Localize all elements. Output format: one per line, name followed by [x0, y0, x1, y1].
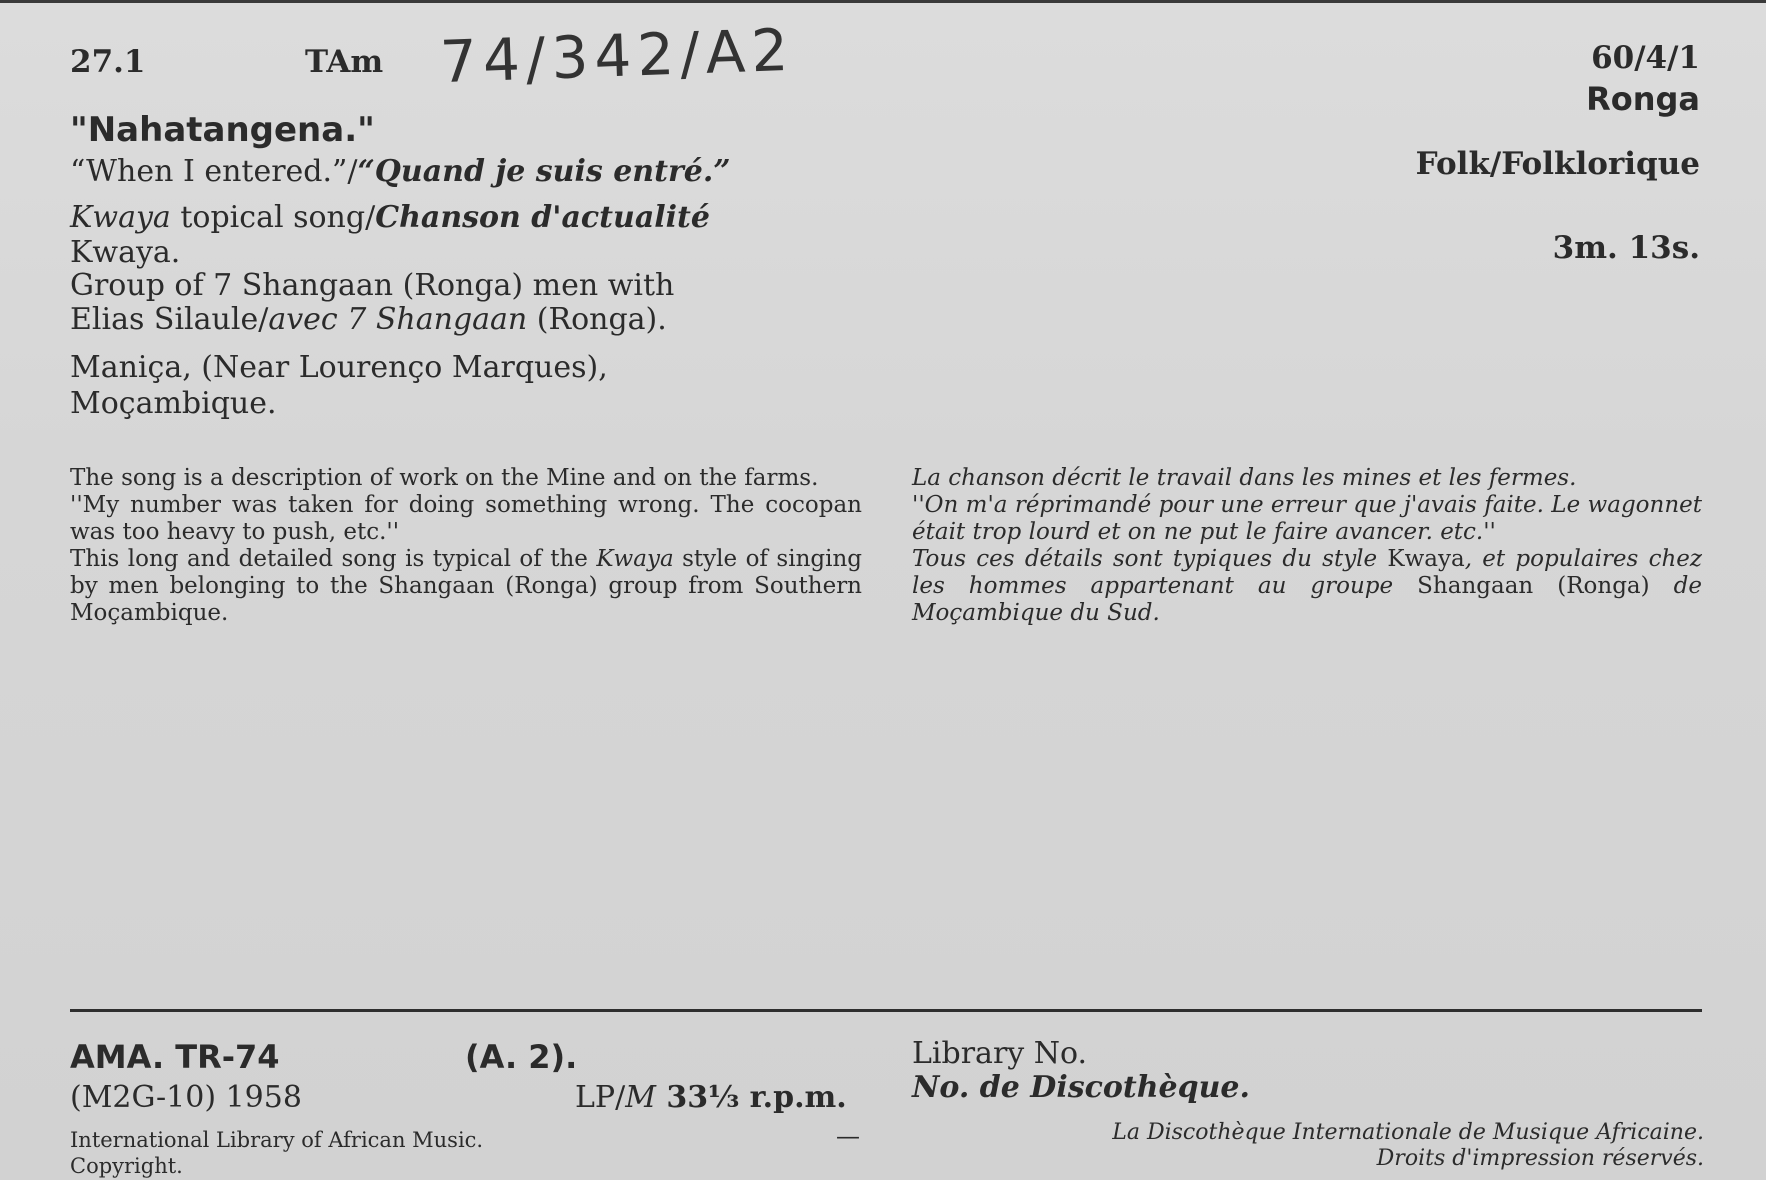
matrix-year: (M2G-10) 1958 [70, 1080, 302, 1115]
catalog-number: 60/4/1 [1591, 40, 1700, 76]
top-border [0, 0, 1766, 3]
performers-line2: Elias Silaule/avec 7 Shangaan (Ronga). [70, 302, 667, 337]
song-title: "Nahatangena." [70, 110, 375, 150]
description-en-p3: This long and detailed song is typical of the Kwaya style of singing by men belonging to the Shangaan (Ronga) group from Southern Moçambique. [70, 546, 862, 626]
song-type-line2: Kwaya. [70, 235, 181, 270]
handwritten-reference: 74/342/A2 [438, 15, 796, 97]
location-line1: Maniça, (Near Lourenço Marques), [70, 350, 608, 385]
footer-rule [70, 1009, 1702, 1012]
album-side: (A. 2). [465, 1038, 578, 1076]
library-number-fr: No. de Discothèque. [912, 1070, 1250, 1105]
language-label: Ronga [1586, 80, 1700, 118]
tam-code: TAm [305, 44, 384, 80]
category-label: Folk/Folklorique [1415, 146, 1700, 182]
song-translation: “When I entered.”/“Quand je suis entré.” [70, 154, 731, 189]
song-type: Kwaya topical song/Chanson d'actualité [70, 200, 710, 235]
description-fr-p3: Tous ces détails sont typiques du style Kwaya, et populaires chez les hommes appartenant au groupe Shangaan (Ronga) de Moçambique du Sud. [912, 546, 1703, 626]
description-french [912, 465, 1702, 627]
publisher-english: International Library of African Music. [70, 1128, 484, 1152]
rights-reserved: Droits d'impression réservés. [1376, 1146, 1704, 1171]
description-english [70, 465, 862, 627]
description-en-p2: ''My number was taken for doing something wrong. The cocopan was too heavy to push, etc.'' [70, 492, 862, 545]
description-en-p1: The song is a description of work on the Mine and on the farms. [70, 465, 819, 491]
location-line2: Moçambique. [70, 386, 277, 421]
card-number: 27.1 [70, 44, 146, 80]
performers-line1: Group of 7 Shangaan (Ronga) men with [70, 268, 675, 303]
duration-label: 3m. 13s. [1552, 230, 1700, 266]
description-fr-p1: La chanson décrit le travail dans les mines et les fermes. [912, 465, 1577, 491]
footer-dash: — [836, 1122, 860, 1150]
publisher-french: La Discothèque Internationale de Musique Africaine. [1112, 1120, 1704, 1145]
description-fr-p2: ''On m'a réprimandé pour une erreur que j'avais faite. Le wagonnet était trop lourd et on ne put le faire avancer. etc.'' [912, 492, 1702, 545]
copyright-label: Copyright. [70, 1154, 183, 1178]
album-label: AMA. TR-74 [70, 1038, 280, 1076]
record-format: LP/M 33⅓ r.p.m. [575, 1080, 847, 1115]
library-number-en: Library No. [912, 1036, 1088, 1071]
